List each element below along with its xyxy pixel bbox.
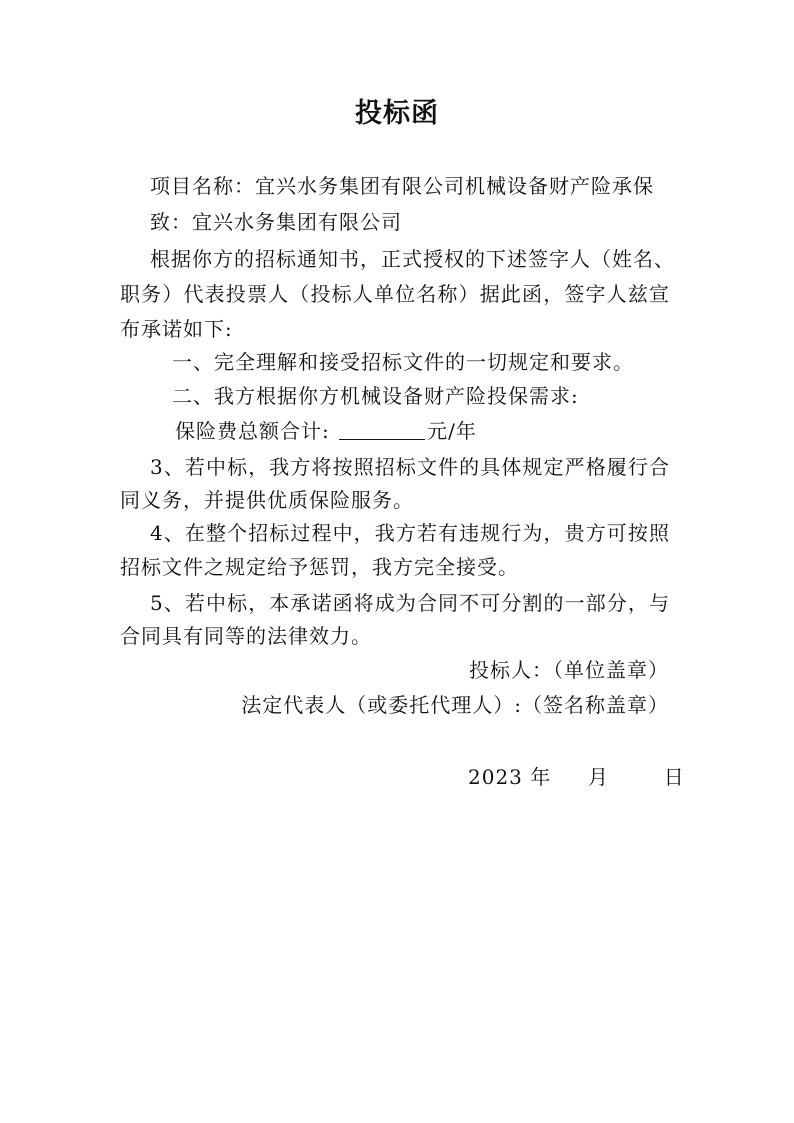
- bidder-signature-line: 投标人：（单位盖章）: [469, 658, 669, 682]
- legal-representative-line: 法定代表人（或委托代理人）:（签名称盖章）: [241, 693, 669, 717]
- date-year: 2023 年: [468, 765, 552, 789]
- premium-amount-blank: [339, 419, 425, 440]
- item-1: 一、完全理解和接受招标文件的一切规定和要求。: [172, 350, 634, 374]
- date-line: [468, 763, 685, 791]
- recipient-line: 致：宜兴水务集团有限公司: [150, 210, 402, 234]
- item-4-line-1: 4、在整个招标过程中，我方若有违规行为，贵方可按照: [150, 521, 670, 545]
- item-3-line-1: 3、若中标，我方将按照招标文件的具体规定严格履行合: [150, 455, 670, 479]
- premium-total-label: 保险费总额合计:: [175, 419, 338, 443]
- date-day: 日: [663, 765, 685, 789]
- date-month: 月: [587, 765, 609, 789]
- premium-unit: 元/年: [427, 419, 477, 443]
- item-5-line-1: 5、若中标，本承诺函将成为合同不可分割的一部分，与: [150, 591, 670, 615]
- intro-line-1: 根据你方的招标通知书，正式授权的下述签字人（姓名、: [150, 247, 675, 271]
- project-name-line: 项目名称：宜兴水务集团有限公司机械设备财产险承保: [150, 174, 654, 198]
- item-3-line-2: 同义务，并提供优质保险服务。: [120, 488, 414, 512]
- intro-line-3: 布承诺如下:: [120, 317, 233, 341]
- item-4-line-2: 招标文件之规定给予惩罚，我方完全接受。: [120, 555, 519, 579]
- premium-total-line: [175, 417, 477, 445]
- intro-line-2: 职务）代表投票人（投标人单位名称）据此函，签字人兹宣: [120, 282, 670, 306]
- item-5-line-2: 合同具有同等的法律效力。: [120, 624, 372, 648]
- item-2: 二、我方根据你方机械设备财产险投保需求:: [172, 384, 579, 408]
- document-title: 投标函: [355, 98, 439, 129]
